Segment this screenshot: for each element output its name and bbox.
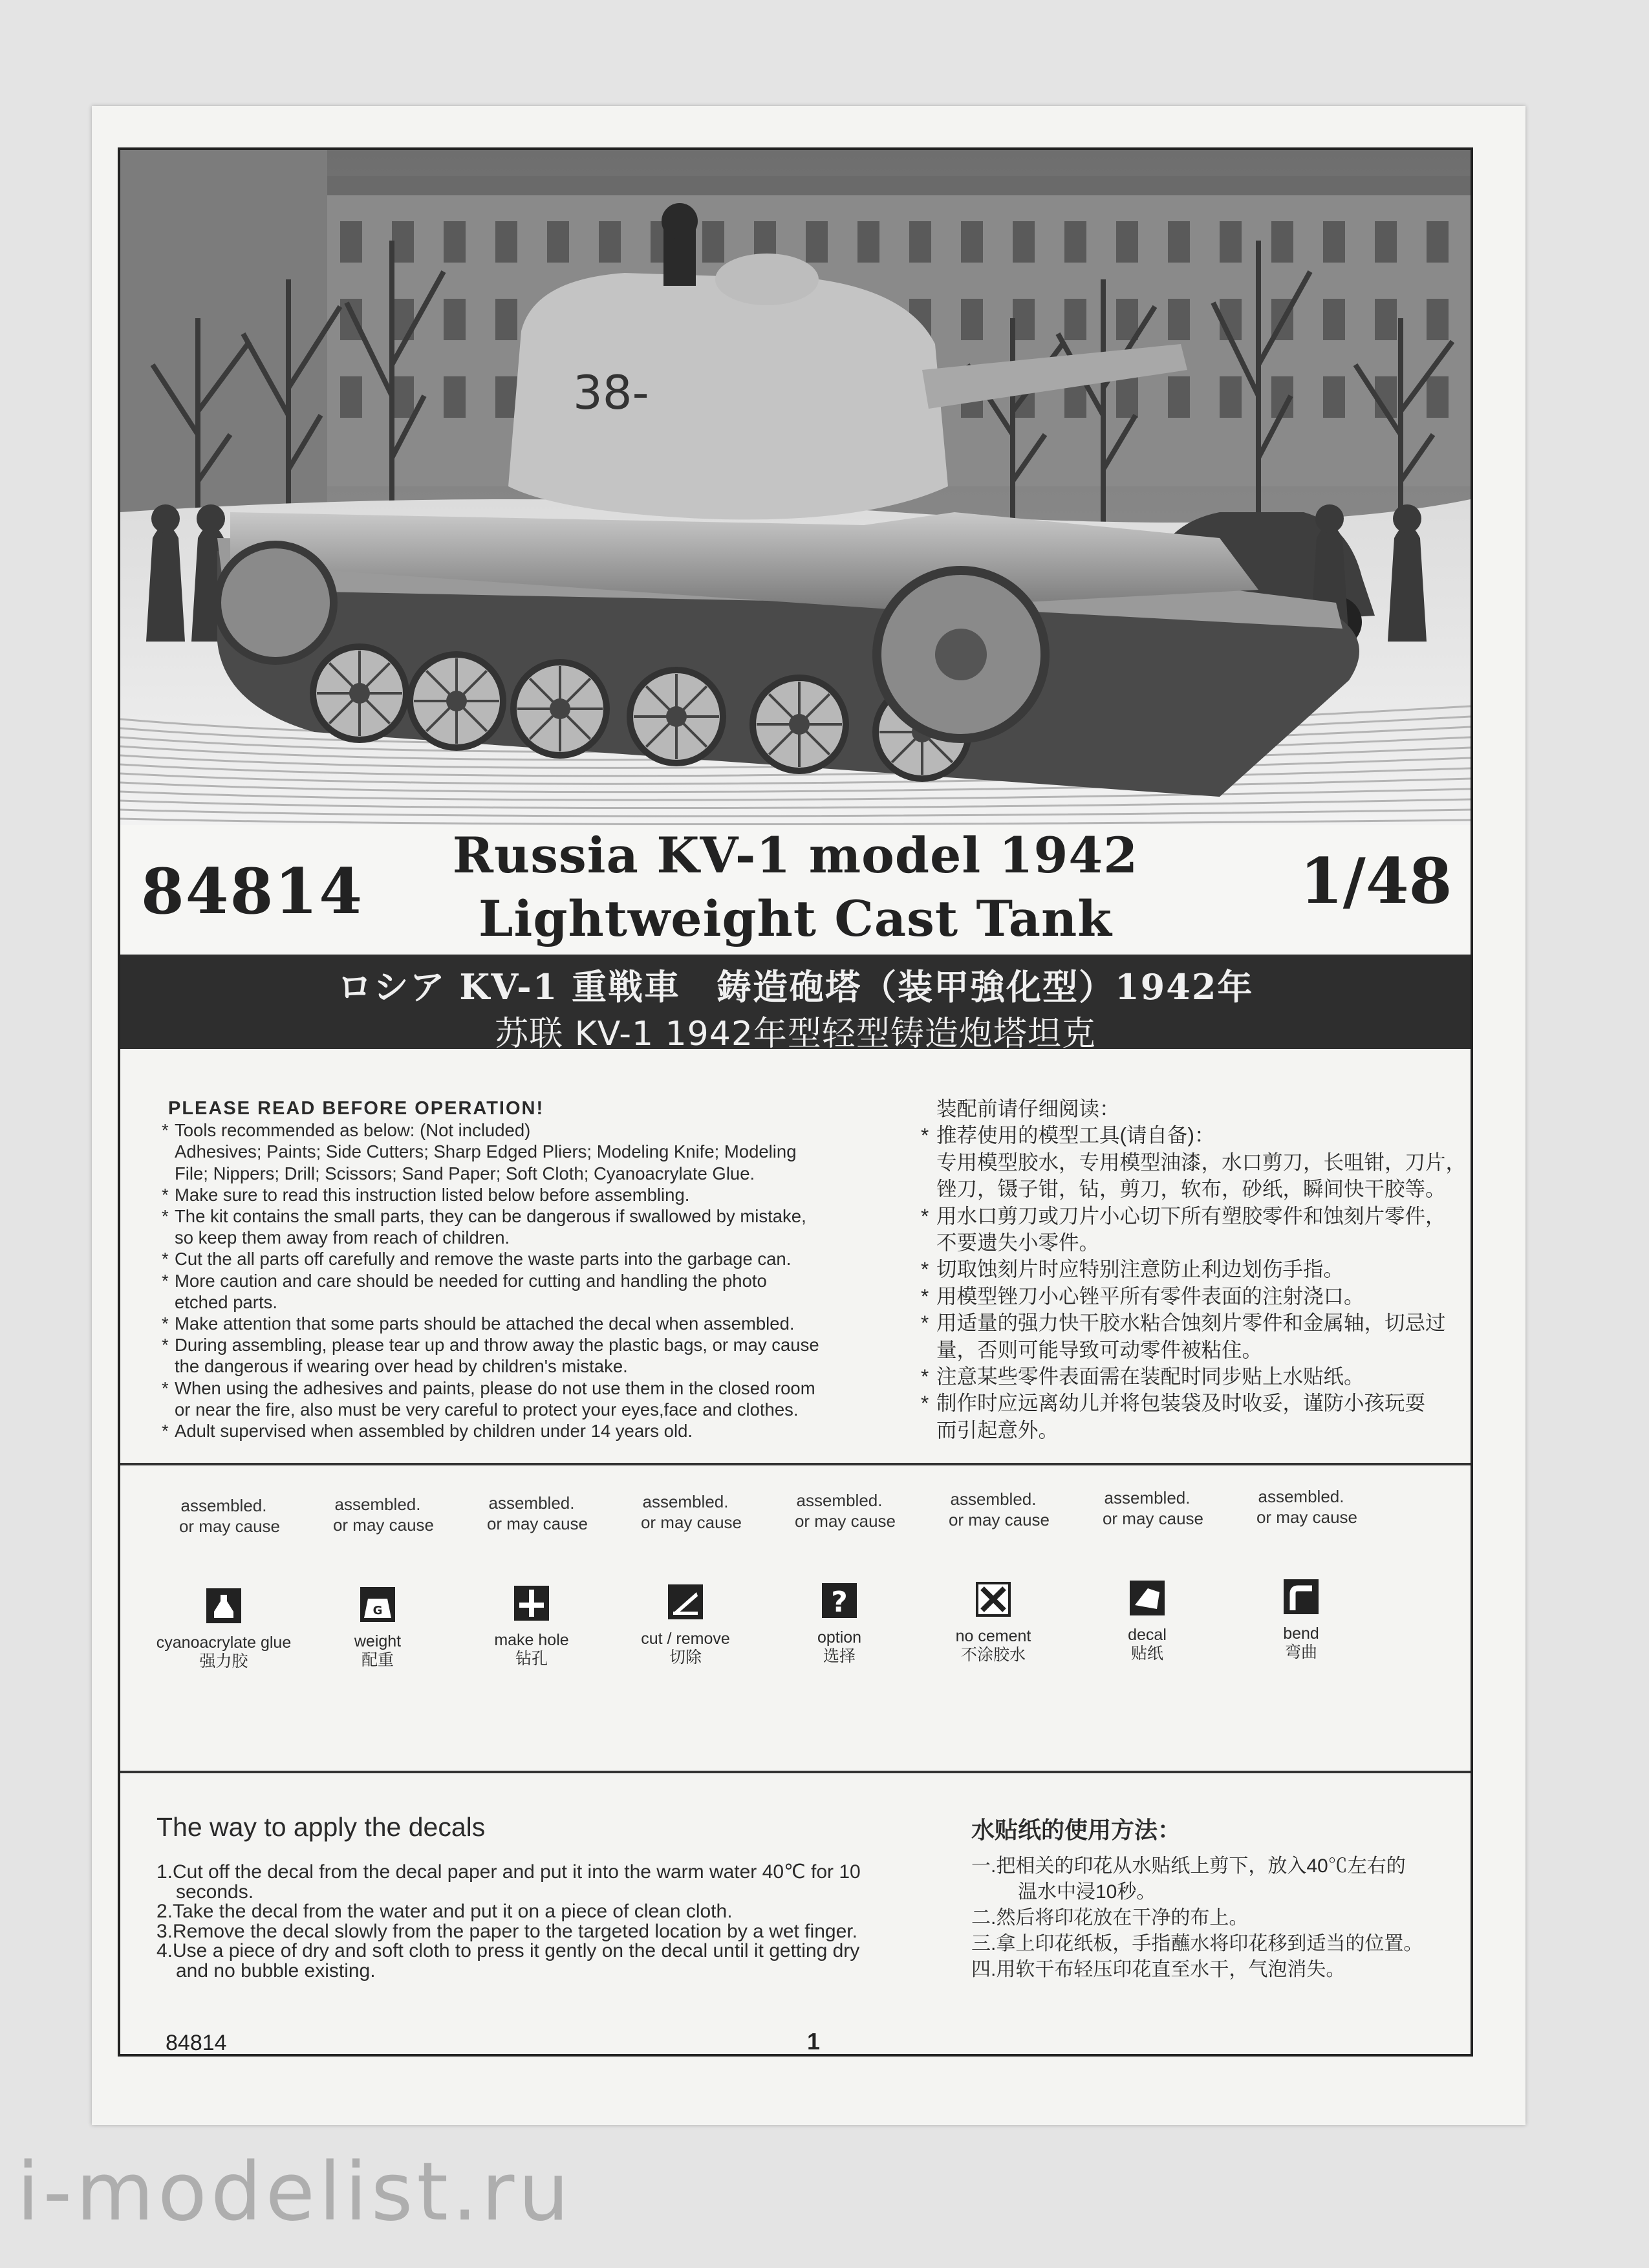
faint-text-line: assembled. bbox=[180, 1496, 267, 1515]
faint-text-line: assembled. bbox=[950, 1489, 1037, 1509]
decal-title-zh: 水贴纸的使用方法： bbox=[971, 1817, 1181, 1843]
list-item-continuation: Adhesives; Paints; Side Cutters; Sharp Edged Pliers; Modeling Knife; Modeling bbox=[175, 1141, 797, 1162]
decal-step: 3.Remove the decal slowly from the paper to the targeted location by a wet finger. bbox=[156, 1920, 857, 1942]
symbol-label: decal bbox=[1128, 1626, 1167, 1644]
list-item-continuation: 量，否则可能导致可动零件被粘住。 bbox=[936, 1337, 1263, 1361]
faint-text-line: or may cause bbox=[178, 1517, 281, 1536]
symbol-label: cut / remove bbox=[641, 1630, 730, 1648]
faint-text-line: assembled. bbox=[642, 1492, 729, 1511]
list-item: * When using the adhesives and paints, please do not use them in the closed room bbox=[160, 1377, 904, 1399]
faint-text-line: assembled. bbox=[796, 1491, 883, 1510]
decal-step: 二.然后将印花放在干净的布上。 bbox=[971, 1907, 1249, 1928]
list-item: * 用模型锉刀小心锉平所有零件表面的注射浇口。 bbox=[920, 1283, 1476, 1310]
faint-text-line: or may cause bbox=[640, 1513, 742, 1532]
list-item: * 用水口剪刀或刀片小心切下所有塑胶零件和蚀刻片零件， bbox=[920, 1203, 1476, 1229]
kit-scale: 1/48 bbox=[1300, 845, 1452, 918]
page-frame bbox=[118, 147, 1473, 2057]
svg-text:G: G bbox=[372, 1604, 383, 1617]
page-number: 1 bbox=[807, 2028, 821, 2055]
symbol-label: no cement bbox=[955, 1627, 1031, 1645]
faint-text-line: assembled. bbox=[488, 1493, 575, 1513]
faint-text-line: or may cause bbox=[1102, 1509, 1204, 1528]
symbol-label: cyanoacrylate glue bbox=[156, 1634, 292, 1652]
symbol-label-zh: 不涂胶水 bbox=[960, 1646, 1026, 1664]
title-line-1: Russia KV-1 model 1942 bbox=[452, 826, 1139, 884]
list-item: * The kit contains the small parts, they can be dangerous if swallowed by mistake, bbox=[160, 1205, 904, 1227]
symbol-label: weight bbox=[354, 1632, 402, 1650]
list-item-continuation: etched parts. bbox=[175, 1291, 277, 1312]
symbol-label-zh: 弯曲 bbox=[1284, 1643, 1317, 1661]
list-item-continuation: 不要遗失小零件。 bbox=[936, 1231, 1100, 1255]
footer-kit-number: 84814 bbox=[166, 2031, 227, 2055]
decal-title: The way to apply the decals bbox=[156, 1812, 486, 1842]
list-item: * More caution and care should be needed for cutting and handling the photo bbox=[160, 1270, 904, 1291]
instructions-heading-zh: 装配前请仔细阅读： bbox=[936, 1097, 1120, 1120]
kit-number: 84814 bbox=[141, 855, 363, 928]
list-item: * Adult supervised when assembled by children under 14 years old. bbox=[160, 1420, 904, 1442]
list-item: * Tools recommended as below: (Not included) bbox=[160, 1119, 904, 1141]
list-item: * 制作时应远离幼儿并将包装袋及时收妥，谨防小孩玩耍 bbox=[920, 1390, 1476, 1416]
tank-number: 38- bbox=[573, 365, 649, 420]
decal-step: 三.拿上印花纸板，手指蘸水将印花移到适当的位置。 bbox=[971, 1933, 1423, 1954]
decal-step: 1.Cut off the decal from the decal paper and put it into the warm water 40℃ for 10 bbox=[156, 1861, 861, 1883]
list-item: * 注意某些零件表面需在装配时同步贴上水贴纸。 bbox=[920, 1363, 1476, 1390]
decal-step-continuation: seconds. bbox=[176, 1881, 254, 1903]
title-japanese: ロシア KV-1 重戦車 鋳造砲塔（装甲強化型）1942年 bbox=[337, 966, 1254, 1008]
faint-text-line: or may cause bbox=[1256, 1507, 1358, 1527]
list-item: * Make attention that some parts should be attached the decal when assembled. bbox=[160, 1313, 904, 1334]
faint-text-line: or may cause bbox=[794, 1511, 896, 1531]
faint-text-line: or may cause bbox=[332, 1515, 435, 1535]
symbol-label-zh: 钻孔 bbox=[515, 1650, 548, 1668]
symbol-label: bend bbox=[1283, 1625, 1319, 1643]
decal-step: 一.把相关的印花从水贴纸上剪下，放入40℃左右的 bbox=[971, 1855, 1406, 1877]
list-item-continuation: 锉刀，镊子钳，钻，剪刀，软布，砂纸，瞬间快干胶等。 bbox=[936, 1177, 1446, 1201]
instructions-heading: PLEASE READ BEFORE OPERATION! bbox=[168, 1098, 544, 1119]
svg-text:?: ? bbox=[831, 1586, 848, 1619]
list-item: * 推荐使用的模型工具(请自备)： bbox=[920, 1122, 1476, 1149]
list-item-continuation: File; Nippers; Drill; Scissors; Sand Paper; Soft Cloth; Cyanoacrylate Glue. bbox=[175, 1163, 755, 1183]
symbol-label: option bbox=[817, 1628, 862, 1647]
list-item-continuation: so keep them away from reach of children. bbox=[175, 1227, 510, 1248]
symbol-label: make hole bbox=[494, 1631, 569, 1649]
symbol-label-zh: 配重 bbox=[361, 1651, 394, 1669]
list-item-continuation: or near the fire, also must be very careful to protect your eyes,face and clothes. bbox=[175, 1399, 799, 1420]
faint-text-line: assembled. bbox=[1104, 1488, 1191, 1507]
faint-text-line: or may cause bbox=[948, 1510, 1050, 1529]
list-item-continuation: 而引起意外。 bbox=[936, 1418, 1059, 1442]
list-item: * 用适量的强力快干胶水粘合蚀刻片零件和金属轴，切忌过 bbox=[920, 1310, 1476, 1336]
decal-step: 4.Use a piece of dry and soft cloth to press it gently on the decal until it getting dry bbox=[156, 1940, 860, 1961]
list-item-continuation: 专用模型胶水，专用模型油漆，水口剪刀，长咀钳，刀片， bbox=[936, 1150, 1467, 1174]
list-item: * Cut the all parts off carefully and remove the waste parts into the garbage can. bbox=[160, 1248, 904, 1269]
list-item-continuation: the dangerous if wearing over head by children's mistake. bbox=[175, 1356, 628, 1377]
decal-step: 2.Take the decal from the water and put it on a piece of clean cloth. bbox=[156, 1901, 733, 1922]
faint-text-line: assembled. bbox=[334, 1495, 421, 1514]
faint-text-line: or may cause bbox=[486, 1514, 588, 1533]
symbol-label-zh: 切除 bbox=[669, 1648, 702, 1667]
watermark: i-modelist.ru bbox=[17, 2146, 573, 2239]
decal-step-continuation: and no bubble existing. bbox=[176, 1960, 376, 1982]
title-chinese: 苏联 KV-1 1942年型轻型铸造炮塔坦克 bbox=[495, 1015, 1096, 1053]
list-item: * Make sure to read this instruction listed below before assembling. bbox=[160, 1184, 904, 1205]
symbol-label-zh: 强力胶 bbox=[199, 1652, 248, 1670]
faint-text-line: assembled. bbox=[1258, 1487, 1344, 1506]
list-item: * During assembling, please tear up and throw away the plastic bags, or may cause bbox=[160, 1334, 904, 1355]
title-line-2: Lightweight Cast Tank bbox=[479, 890, 1112, 947]
decal-step: 四.用软干布轻压印花直至水干，气泡消失。 bbox=[971, 1959, 1346, 1980]
symbol-label-zh: 贴纸 bbox=[1130, 1645, 1163, 1663]
symbol-label-zh: 选择 bbox=[823, 1647, 856, 1665]
decal-step-continuation: 温水中浸10秒。 bbox=[1018, 1881, 1156, 1903]
list-item: * 切取蚀刻片时应特别注意防止利边划伤手指。 bbox=[920, 1256, 1476, 1282]
